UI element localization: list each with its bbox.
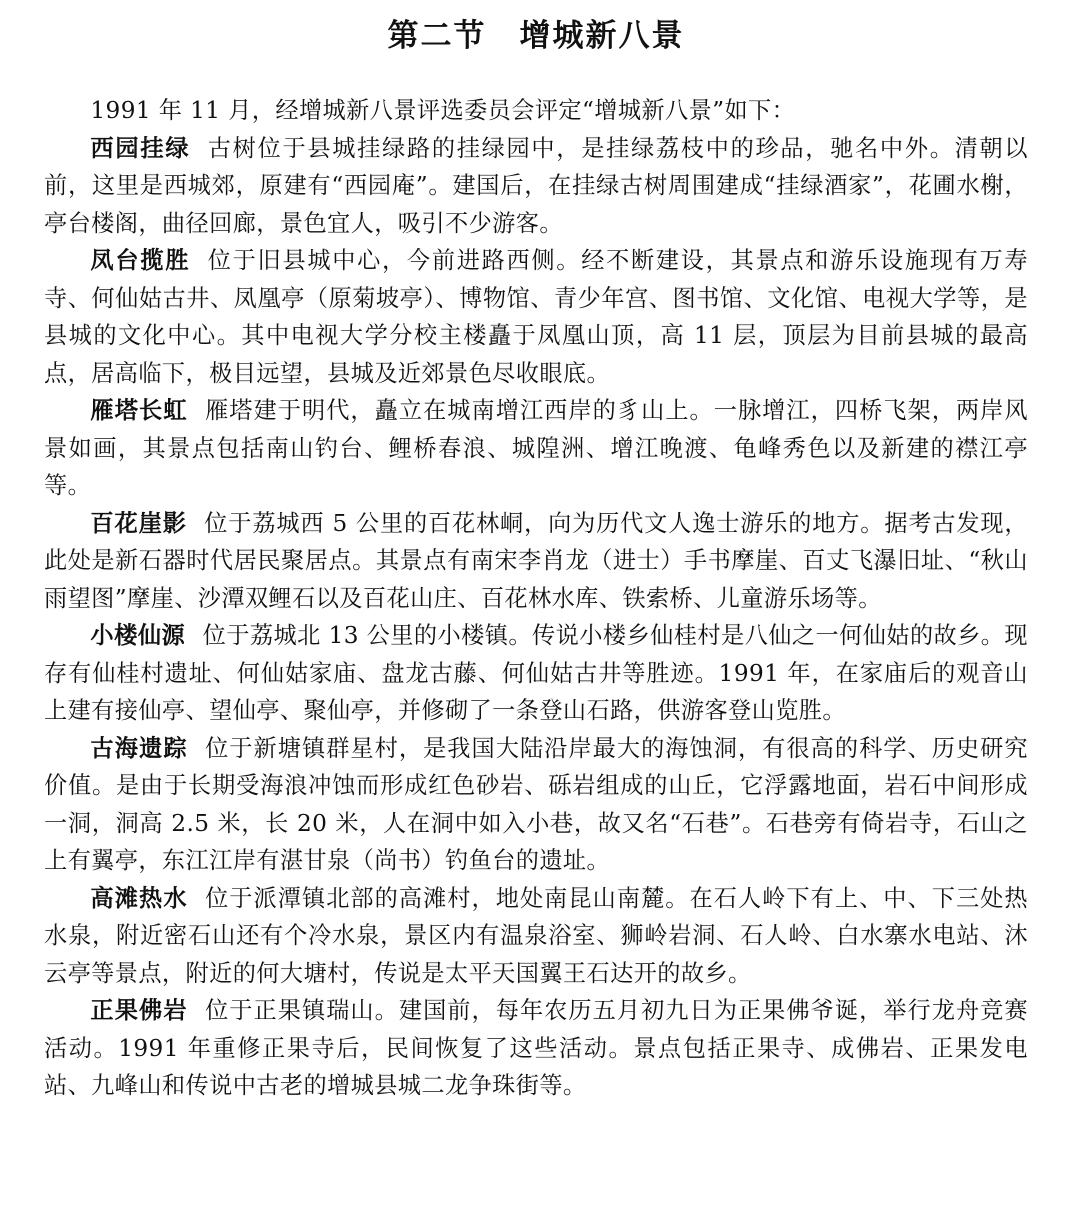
- scene-text: 位于新塘镇群星村，是我国大陆沿岸最大的海蚀洞，有很高的科学、历史研究价值。是由于长期受海浪冲蚀而形成红色砂岩、砾岩组成的山丘，它浮露地面，岩石中间形成一洞，洞高 2.5 米，长 20 米，人在洞中如入小巷，故又名“石巷”。石巷旁有倚岩寺，石山之上有翼亭，东江江岸有湛甘泉（尚书）钓鱼台的遗址。: [44, 734, 1028, 874]
- scene-paragraph-yanta-changhong: [44, 392, 1028, 505]
- scene-text: 位于派潭镇北部的高滩村，地处南昆山南麓。在石人岭下有上、中、下三处热水泉，附近密石山还有个冷水泉，景区内有温泉浴室、狮岭岩洞、石人岭、白水寨水电站、沐云亭等景点，附近的何大塘村，传说是太平天国翼王石达开的故乡。: [44, 884, 1028, 987]
- scene-text: 位于荔城北 13 公里的小楼镇。传说小楼乡仙桂村是八仙之一何仙姑的故乡。现存有仙桂村遗址、何仙姑家庙、盘龙古藤、何仙姑古井等胜迹。1991 年，在家庙后的观音山上建有接仙亭、望仙亭、聚仙亭，并修砌了一条登山石路，供游客登山览胜。: [44, 622, 1029, 724]
- scene-paragraph-fengtai-lansheng: [44, 242, 1028, 392]
- scene-paragraph-zhengguo-foyan: [44, 992, 1028, 1105]
- scene-name: 古海遗踪: [90, 734, 188, 762]
- scene-paragraph-gaotan-reshui: [44, 880, 1028, 993]
- section-title: 第二节 增城新八景: [387, 18, 685, 54]
- scene-text: 古树位于县城挂绿路的挂绿园中，是挂绿荔枝中的珍品，驰名中外。清朝以前，这里是西城郊，原建有“西园庵”。建国后，在挂绿古树周围建成“挂绿酒家”，花圃水榭，亭台楼阁，曲径回廊，景色宜人，吸引不少游客。: [44, 134, 1028, 237]
- scene-name: 高滩热水: [90, 884, 188, 912]
- scene-name: 凤台揽胜: [90, 247, 191, 274]
- scene-paragraph-xiyuan-guali: [44, 130, 1028, 243]
- scene-name: 百花崖影: [90, 509, 187, 537]
- scene-name: 西园挂绿: [90, 134, 191, 162]
- scene-name: 小楼仙源: [90, 622, 186, 649]
- scene-text: 位于荔城西 5 公里的百花林峒，向为历代文人逸士游乐的地方。据考古发现，此处是新石器时代居民聚居点。其景点有南宋李肖龙（进士）手书摩崖、百丈飞瀑旧址、“秋山雨望图”摩崖、沙潭双鲤石以及百花山庄、百花林水库、铁索桥、儿童游乐场等。: [44, 509, 1029, 612]
- scene-paragraph-xiaolou-xianyuan: [44, 617, 1028, 730]
- scene-name: 正果佛岩: [90, 997, 188, 1024]
- scene-text: 位于正果镇瑞山。建国前，每年农历五月初九日为正果佛爷诞，举行龙舟竞赛活动。1991 年重修正果寺后，民间恢复了这些活动。景点包括正果寺、成佛岩、正果发电站、九峰山和传说中古老的增城县城二龙争珠街等。: [44, 997, 1028, 1099]
- scene-name: 雁塔长虹: [90, 397, 188, 424]
- scene-paragraph-baihua-yaying: [44, 505, 1028, 618]
- scene-text: 雁塔建于明代，矗立在城南增江西岸的豸山上。一脉增江，四桥飞架，两岸风景如画，其景点包括南山钓台、鲤桥春浪、城隍洲、增江晚渡、龟峰秀色以及新建的襟江亭等。: [44, 397, 1028, 499]
- scene-text: 位于旧县城中心，今前进路西侧。经不断建设，其景点和游乐设施现有万寿寺、何仙姑古井、凤凰亭（原菊坡亭）、博物馆、青少年宫、图书馆、文化馆、电视大学等，是县城的文化中心。其中电视大学分校主楼矗于凤凰山顶，高 11 层，顶层为目前县城的最高点，居高临下，极目远望，县城及近郊景色尽收眼底。: [44, 247, 1028, 387]
- intro-paragraph: 1991 年 11 月，经增城新八景评选委员会评定“增城新八景”如下：: [90, 97, 796, 124]
- document-body: [44, 92, 1028, 1105]
- scene-paragraph-guhai-yizong: [44, 730, 1028, 880]
